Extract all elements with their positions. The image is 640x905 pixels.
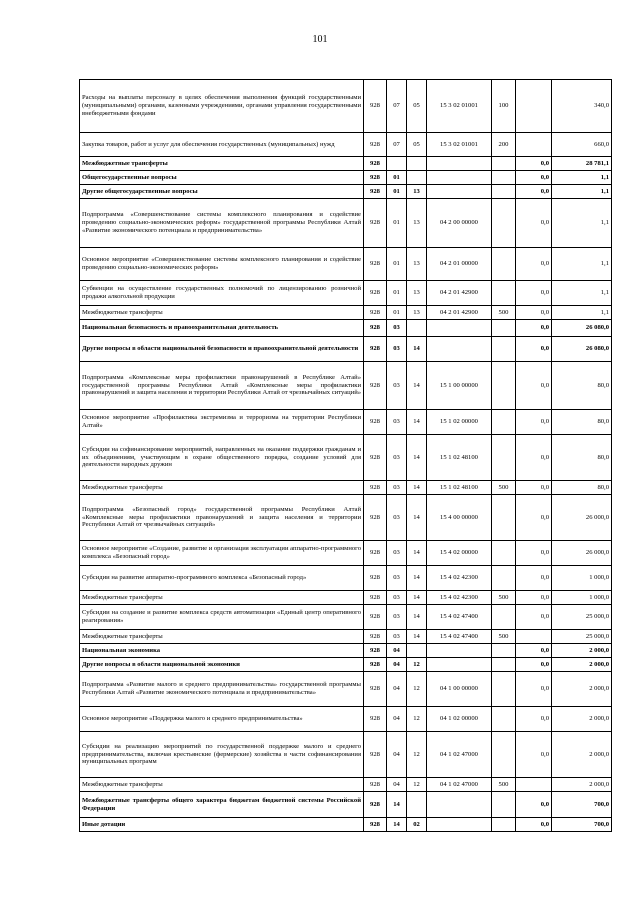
subsection-code-cell <box>407 157 427 171</box>
section-code-cell: 01 <box>387 306 407 320</box>
subsection-code-cell: 14 <box>407 630 427 644</box>
section-code-cell: 03 <box>387 605 407 630</box>
section-code-cell: 07 <box>387 133 407 157</box>
grbs-code-cell: 928 <box>364 80 387 133</box>
expense-name-cell: Основное мероприятие «Создание, развитие и организация эксплуатации аппаратно-программного комплекса «Безопасный город» <box>80 541 364 566</box>
section-code-cell: 03 <box>387 591 407 605</box>
amount-first-cell: 0,0 <box>516 644 552 658</box>
subsection-code-cell: 02 <box>407 818 427 832</box>
target-item-cell <box>427 171 492 185</box>
table-row <box>80 818 612 832</box>
expense-name-cell: Подпрограмма «Развитие малого и среднего предпринимательства» государственной программы Республики Алтай «Развитие экономического потенциала и предпринимательства» <box>80 672 364 707</box>
expense-type-cell <box>492 185 516 199</box>
amount-first-cell: 0,0 <box>516 566 552 591</box>
subsection-code-cell: 14 <box>407 337 427 362</box>
subsection-code-cell <box>407 792 427 818</box>
amount-first-cell: 0,0 <box>516 605 552 630</box>
expense-type-cell <box>492 644 516 658</box>
table-row <box>80 306 612 320</box>
amount-first-cell: 0,0 <box>516 199 552 248</box>
grbs-code-cell: 928 <box>364 630 387 644</box>
expense-name-cell: Субсидии на создание и развитие комплекса средств автоматизации «Единый центр оперативного реагирования» <box>80 605 364 630</box>
table-row <box>80 248 612 281</box>
section-code-cell: 04 <box>387 732 407 778</box>
section-code-cell: 03 <box>387 362 407 410</box>
grbs-code-cell: 928 <box>364 778 387 792</box>
amount-second-cell: 2 000,0 <box>552 672 612 707</box>
grbs-code-cell: 928 <box>364 495 387 541</box>
section-code-cell: 03 <box>387 337 407 362</box>
amount-first-cell <box>516 778 552 792</box>
amount-second-cell: 26 080,0 <box>552 337 612 362</box>
subsection-code-cell: 12 <box>407 732 427 778</box>
amount-second-cell: 2 000,0 <box>552 707 612 732</box>
table-row <box>80 707 612 732</box>
table-row <box>80 792 612 818</box>
table-row <box>80 362 612 410</box>
expense-name-cell: Закупка товаров, работ и услуг для обеспечения государственных (муниципальных) нужд <box>80 133 364 157</box>
target-item-cell: 15 1 00 00000 <box>427 362 492 410</box>
expense-type-cell <box>492 792 516 818</box>
grbs-code-cell: 928 <box>364 481 387 495</box>
subsection-code-cell: 14 <box>407 435 427 481</box>
target-item-cell: 15 1 02 48100 <box>427 435 492 481</box>
grbs-code-cell: 928 <box>364 306 387 320</box>
expense-name-cell: Основное мероприятие «Поддержка малого и среднего предпринимательства» <box>80 707 364 732</box>
amount-first-cell: 0,0 <box>516 481 552 495</box>
expense-name-cell: Общегосударственные вопросы <box>80 171 364 185</box>
target-item-cell <box>427 185 492 199</box>
expense-type-cell <box>492 658 516 672</box>
target-item-cell <box>427 658 492 672</box>
target-item-cell: 15 4 02 47400 <box>427 630 492 644</box>
expense-name-cell: Национальная безопасность и правоохранительная деятельность <box>80 320 364 337</box>
subsection-code-cell <box>407 644 427 658</box>
table-row <box>80 732 612 778</box>
amount-first-cell: 0,0 <box>516 707 552 732</box>
table-row <box>80 495 612 541</box>
section-code-cell: 07 <box>387 80 407 133</box>
table-row <box>80 630 612 644</box>
grbs-code-cell: 928 <box>364 362 387 410</box>
amount-first-cell: 0,0 <box>516 185 552 199</box>
target-item-cell: 15 4 02 00000 <box>427 541 492 566</box>
expense-name-cell: Межбюджетные трансферты <box>80 778 364 792</box>
expense-type-cell <box>492 707 516 732</box>
table-row <box>80 591 612 605</box>
subsection-code-cell: 12 <box>407 672 427 707</box>
amount-first-cell: 0,0 <box>516 362 552 410</box>
subsection-code-cell: 13 <box>407 281 427 306</box>
expense-type-cell <box>492 337 516 362</box>
grbs-code-cell: 928 <box>364 818 387 832</box>
table-row <box>80 80 612 133</box>
subsection-code-cell: 14 <box>407 541 427 566</box>
amount-first-cell: 0,0 <box>516 818 552 832</box>
target-item-cell: 15 4 02 47400 <box>427 605 492 630</box>
expense-type-cell <box>492 157 516 171</box>
amount-second-cell: 25 000,0 <box>552 630 612 644</box>
expense-type-cell <box>492 541 516 566</box>
amount-first-cell: 0,0 <box>516 157 552 171</box>
section-code-cell: 03 <box>387 630 407 644</box>
table-row <box>80 672 612 707</box>
grbs-code-cell: 928 <box>364 435 387 481</box>
grbs-code-cell: 928 <box>364 157 387 171</box>
expense-name-cell: Подпрограмма «Совершенствование системы комплексного планирования и содействие проведению социально-экономических реформ» государственной программы Республики Алтай «Развитие экономического потенциала и предпринимательства» <box>80 199 364 248</box>
table-row <box>80 778 612 792</box>
table-row <box>80 185 612 199</box>
amount-first-cell: 0,0 <box>516 672 552 707</box>
subsection-code-cell: 13 <box>407 248 427 281</box>
amount-second-cell: 1,1 <box>552 199 612 248</box>
amount-first-cell: 0,0 <box>516 435 552 481</box>
table-row <box>80 605 612 630</box>
grbs-code-cell: 928 <box>364 605 387 630</box>
expense-name-cell: Основное мероприятие «Профилактика экстремизма и терроризма на территории Республики Алтай» <box>80 410 364 435</box>
subsection-code-cell <box>407 171 427 185</box>
target-item-cell: 04 2 01 42900 <box>427 306 492 320</box>
section-code-cell: 03 <box>387 566 407 591</box>
expense-type-cell <box>492 171 516 185</box>
target-item-cell: 04 1 00 00000 <box>427 672 492 707</box>
amount-second-cell: 28 781,1 <box>552 157 612 171</box>
amount-second-cell: 80,0 <box>552 410 612 435</box>
expense-type-cell <box>492 410 516 435</box>
amount-first-cell: 0,0 <box>516 410 552 435</box>
subsection-code-cell: 14 <box>407 362 427 410</box>
grbs-code-cell: 928 <box>364 658 387 672</box>
expense-name-cell: Субсидии на софинансирование мероприятий, направленных на оказание поддержки гражданам и их объединениям, участвующим в охране общественного порядка, создание условий для деятельности народных дружин <box>80 435 364 481</box>
grbs-code-cell: 928 <box>364 672 387 707</box>
table-row <box>80 157 612 171</box>
expense-name-cell: Субсидии на реализацию мероприятий по государственной поддержке малого и среднего предпринимательства, включая крестьянские (фермерские) хозяйства в части софинансирования муниципальных программ <box>80 732 364 778</box>
expense-type-cell: 500 <box>492 591 516 605</box>
section-code-cell: 03 <box>387 435 407 481</box>
target-item-cell: 04 2 01 00000 <box>427 248 492 281</box>
section-code-cell: 04 <box>387 672 407 707</box>
subsection-code-cell: 14 <box>407 591 427 605</box>
expense-type-cell <box>492 818 516 832</box>
section-code-cell: 03 <box>387 495 407 541</box>
grbs-code-cell: 928 <box>364 707 387 732</box>
expense-name-cell: Межбюджетные трансферты <box>80 481 364 495</box>
section-code-cell: 01 <box>387 199 407 248</box>
grbs-code-cell: 928 <box>364 644 387 658</box>
expense-name-cell: Подпрограмма «Комплексные меры профилактики правонарушений в Республике Алтай» государственной программы Республики Алтай «Комплексные меры профилактики правонарушений и защита населения и территории Республики Алтай от чрезвычайных ситуаций» <box>80 362 364 410</box>
table-row <box>80 133 612 157</box>
page-number: 101 <box>312 34 328 45</box>
amount-second-cell: 26 000,0 <box>552 541 612 566</box>
subsection-code-cell: 14 <box>407 410 427 435</box>
amount-second-cell: 700,0 <box>552 792 612 818</box>
subsection-code-cell: 12 <box>407 707 427 732</box>
grbs-code-cell: 928 <box>364 337 387 362</box>
expense-type-cell <box>492 495 516 541</box>
amount-second-cell: 1 000,0 <box>552 566 612 591</box>
table-row <box>80 658 612 672</box>
target-item-cell: 15 4 02 42300 <box>427 591 492 605</box>
section-code-cell: 04 <box>387 778 407 792</box>
expense-type-cell: 100 <box>492 80 516 133</box>
target-item-cell: 04 1 02 00000 <box>427 707 492 732</box>
expense-type-cell <box>492 248 516 281</box>
subsection-code-cell <box>407 320 427 337</box>
grbs-code-cell: 928 <box>364 320 387 337</box>
grbs-code-cell: 928 <box>364 185 387 199</box>
target-item-cell: 04 2 00 00000 <box>427 199 492 248</box>
amount-first-cell: 0,0 <box>516 337 552 362</box>
section-code-cell: 04 <box>387 707 407 732</box>
expense-name-cell: Межбюджетные трансферты <box>80 157 364 171</box>
amount-first-cell: 0,0 <box>516 495 552 541</box>
section-code-cell: 01 <box>387 248 407 281</box>
amount-first-cell: 0,0 <box>516 171 552 185</box>
target-item-cell: 15 4 02 42300 <box>427 566 492 591</box>
amount-first-cell: 0,0 <box>516 320 552 337</box>
subsection-code-cell: 12 <box>407 778 427 792</box>
expense-name-cell: Межбюджетные трансферты <box>80 306 364 320</box>
expense-type-cell: 500 <box>492 778 516 792</box>
expense-name-cell: Межбюджетные трансферты общего характера бюджетам бюджетной системы Российской Федерации <box>80 792 364 818</box>
expense-name-cell: Другие вопросы в области национальной безопасности и правоохранительной деятельности <box>80 337 364 362</box>
subsection-code-cell: 14 <box>407 495 427 541</box>
expense-name-cell: Иные дотации <box>80 818 364 832</box>
amount-second-cell: 700,0 <box>552 818 612 832</box>
expense-type-cell <box>492 566 516 591</box>
amount-second-cell: 1,1 <box>552 281 612 306</box>
amount-first-cell: 0,0 <box>516 658 552 672</box>
grbs-code-cell: 928 <box>364 281 387 306</box>
section-code-cell: 14 <box>387 818 407 832</box>
expense-name-cell: Субсидии на развитие аппаратно-программного комплекса «Безопасный город» <box>80 566 364 591</box>
table-row <box>80 435 612 481</box>
expense-name-cell: Межбюджетные трансферты <box>80 591 364 605</box>
amount-second-cell: 660,0 <box>552 133 612 157</box>
grbs-code-cell: 928 <box>364 133 387 157</box>
amount-first-cell: 0,0 <box>516 792 552 818</box>
target-item-cell <box>427 320 492 337</box>
table-row <box>80 320 612 337</box>
amount-second-cell: 1,1 <box>552 306 612 320</box>
amount-first-cell <box>516 80 552 133</box>
expense-type-cell <box>492 732 516 778</box>
grbs-code-cell: 928 <box>364 248 387 281</box>
target-item-cell <box>427 157 492 171</box>
grbs-code-cell: 928 <box>364 541 387 566</box>
grbs-code-cell: 928 <box>364 732 387 778</box>
section-code-cell: 03 <box>387 481 407 495</box>
amount-second-cell: 26 000,0 <box>552 495 612 541</box>
amount-second-cell: 2 000,0 <box>552 778 612 792</box>
expense-name-cell: Субвенции на осуществление государственных полномочий по лицензированию розничной продажи алкогольной продукции <box>80 281 364 306</box>
budget-table-body <box>80 80 612 832</box>
expense-type-cell <box>492 672 516 707</box>
amount-first-cell: 0,0 <box>516 248 552 281</box>
amount-second-cell: 80,0 <box>552 435 612 481</box>
subsection-code-cell: 05 <box>407 133 427 157</box>
amount-second-cell: 2 000,0 <box>552 732 612 778</box>
target-item-cell <box>427 337 492 362</box>
amount-first-cell: 0,0 <box>516 281 552 306</box>
table-row <box>80 337 612 362</box>
amount-first-cell: 0,0 <box>516 541 552 566</box>
grbs-code-cell: 928 <box>364 199 387 248</box>
amount-second-cell: 2 000,0 <box>552 644 612 658</box>
target-item-cell <box>427 644 492 658</box>
target-item-cell <box>427 818 492 832</box>
section-code-cell: 04 <box>387 644 407 658</box>
section-code-cell: 04 <box>387 658 407 672</box>
amount-first-cell: 0,0 <box>516 306 552 320</box>
subsection-code-cell: 13 <box>407 185 427 199</box>
section-code-cell: 03 <box>387 410 407 435</box>
amount-first-cell <box>516 630 552 644</box>
table-row <box>80 199 612 248</box>
section-code-cell <box>387 157 407 171</box>
subsection-code-cell: 12 <box>407 658 427 672</box>
expense-name-cell: Другие общегосударственные вопросы <box>80 185 364 199</box>
expense-type-cell <box>492 281 516 306</box>
target-item-cell: 15 3 02 01001 <box>427 133 492 157</box>
table-row <box>80 644 612 658</box>
amount-second-cell: 1,1 <box>552 171 612 185</box>
grbs-code-cell: 928 <box>364 591 387 605</box>
target-item-cell: 04 2 01 42900 <box>427 281 492 306</box>
subsection-code-cell: 14 <box>407 605 427 630</box>
expense-type-cell <box>492 605 516 630</box>
grbs-code-cell: 928 <box>364 171 387 185</box>
table-row <box>80 281 612 306</box>
budget-table <box>79 79 612 832</box>
amount-first-cell: 0,0 <box>516 591 552 605</box>
grbs-code-cell: 928 <box>364 566 387 591</box>
grbs-code-cell: 928 <box>364 792 387 818</box>
subsection-code-cell: 13 <box>407 306 427 320</box>
expense-name-cell: Расходы на выплаты персоналу в целях обеспечения выполнения функций государственными (муниципальными) органами, казенными учреждениями, органами управления государственными внебюджетными фондами <box>80 80 364 133</box>
expense-type-cell <box>492 320 516 337</box>
expense-name-cell: Межбюджетные трансферты <box>80 630 364 644</box>
section-code-cell: 01 <box>387 185 407 199</box>
target-item-cell: 15 4 00 00000 <box>427 495 492 541</box>
amount-second-cell: 26 080,0 <box>552 320 612 337</box>
table-row <box>80 171 612 185</box>
section-code-cell: 03 <box>387 320 407 337</box>
subsection-code-cell: 14 <box>407 566 427 591</box>
amount-second-cell: 25 000,0 <box>552 605 612 630</box>
target-item-cell: 15 1 02 48100 <box>427 481 492 495</box>
expense-type-cell: 200 <box>492 133 516 157</box>
target-item-cell: 15 1 02 00000 <box>427 410 492 435</box>
target-item-cell: 04 1 02 47000 <box>427 778 492 792</box>
amount-second-cell: 1,1 <box>552 248 612 281</box>
amount-second-cell: 1,1 <box>552 185 612 199</box>
expense-type-cell <box>492 435 516 481</box>
amount-first-cell: 0,0 <box>516 732 552 778</box>
section-code-cell: 01 <box>387 281 407 306</box>
subsection-code-cell: 13 <box>407 199 427 248</box>
table-row <box>80 566 612 591</box>
amount-second-cell: 1 000,0 <box>552 591 612 605</box>
table-row <box>80 481 612 495</box>
expense-name-cell: Подпрограмма «Безопасный город» государственной программы Республики Алтай «Комплексные меры профилактики правонарушений и защита населения и территории Республики Алтай от чрезвычайных ситуаций» <box>80 495 364 541</box>
section-code-cell: 14 <box>387 792 407 818</box>
expense-name-cell: Основное мероприятие «Совершенствование системы комплексного планирования и содействие проведению социально-экономических реформ» <box>80 248 364 281</box>
expense-type-cell: 500 <box>492 306 516 320</box>
section-code-cell: 03 <box>387 541 407 566</box>
subsection-code-cell: 14 <box>407 481 427 495</box>
expense-name-cell: Национальная экономика <box>80 644 364 658</box>
amount-first-cell <box>516 133 552 157</box>
section-code-cell: 01 <box>387 171 407 185</box>
grbs-code-cell: 928 <box>364 410 387 435</box>
table-row <box>80 541 612 566</box>
target-item-cell: 04 1 02 47000 <box>427 732 492 778</box>
amount-second-cell: 2 000,0 <box>552 658 612 672</box>
expense-type-cell <box>492 362 516 410</box>
expense-type-cell: 500 <box>492 481 516 495</box>
amount-second-cell: 80,0 <box>552 481 612 495</box>
target-item-cell <box>427 792 492 818</box>
amount-second-cell: 340,0 <box>552 80 612 133</box>
expense-name-cell: Другие вопросы в области национальной экономики <box>80 658 364 672</box>
subsection-code-cell: 05 <box>407 80 427 133</box>
expense-type-cell <box>492 199 516 248</box>
target-item-cell: 15 3 02 01001 <box>427 80 492 133</box>
table-row <box>80 410 612 435</box>
amount-second-cell: 80,0 <box>552 362 612 410</box>
expense-type-cell: 500 <box>492 630 516 644</box>
